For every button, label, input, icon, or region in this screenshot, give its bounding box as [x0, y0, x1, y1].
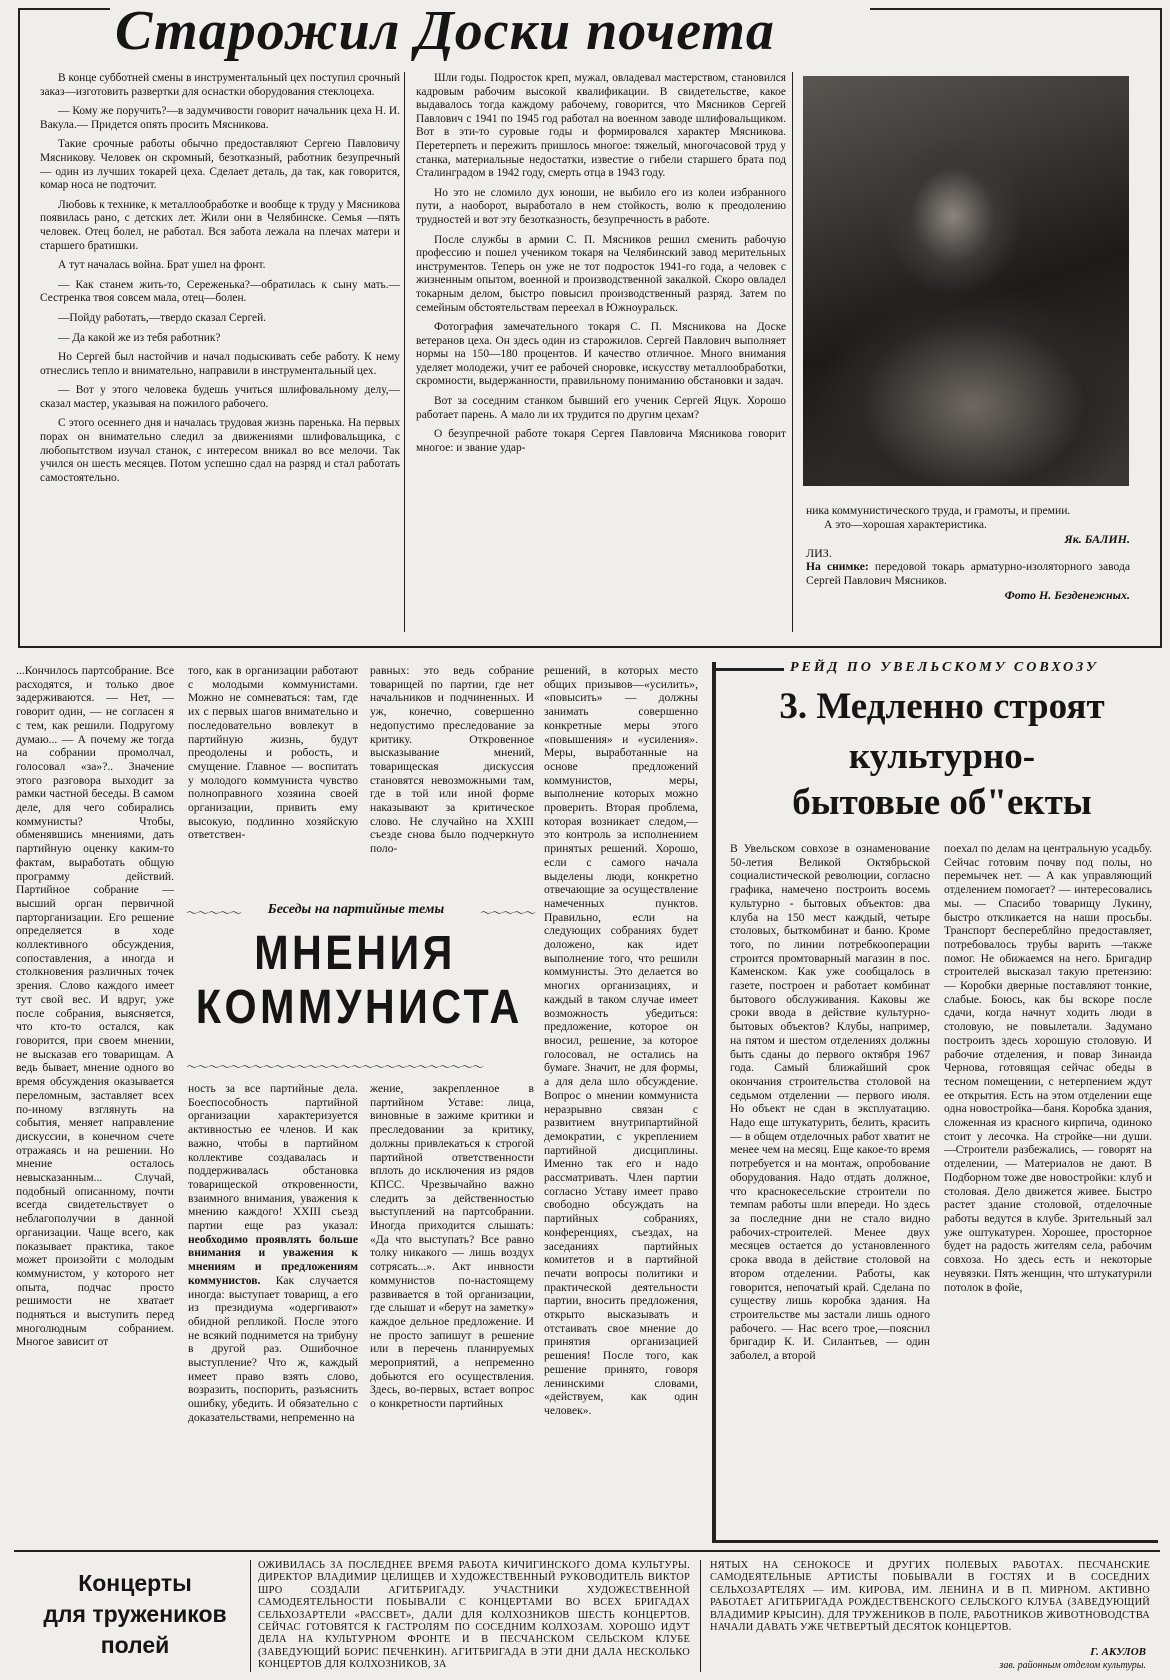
raid-frame-left [712, 662, 716, 1542]
paragraph: —Пойду работать,—твердо сказал Сергей. [58, 311, 267, 324]
paragraph: Такие срочные работы обычно предоставляют Сергею Павловичу Мясникову. Человек он скромный, безотказный, работник безупречный — один из лучших токарей цеха. Сделает деталь, да так, как говорится, комар носа не подточит. [40, 138, 400, 192]
photo-credit: Фото Н. Безденежных. [1004, 588, 1130, 602]
byline: Як. БАЛИН. [1064, 532, 1130, 546]
paragraph: Фотография замечательного токаря С. П. Мясникова на Доске ветеранов цеха. Он здесь один из старожилов. Сергей Павлович выполняет нормы на 150—180 процентов. И качество отличное. Много внимания уделяет молодежи, учит ее рабочей сноровке, искусству металлообработки, скромности, выдержанности, правильному пониманию обстановки и задач. [416, 321, 786, 388]
title-ornament: 〜〜〜〜〜〜〜〜〜〜〜〜〜〜〜〜〜〜〜〜〜〜〜〜〜〜〜 [186, 1060, 484, 1074]
series-ornament-left: 〜〜〜〜〜 [186, 906, 242, 920]
paragraph: — Кому же поручить?—в задумчивости говорит начальник цеха Н. И. Вакула.— Придется опять просить Мясникова. [40, 105, 400, 131]
concerts-title [30, 1568, 240, 1661]
article-raid-title-3: бытовые об"екты [792, 782, 1092, 823]
raid-frame-top [712, 668, 784, 671]
article-opinions-col2-top [188, 664, 358, 896]
column-rule [792, 72, 793, 632]
paragraph: ЛИЗ. [806, 546, 832, 560]
paragraph: ОЖИВИЛАСЬ ЗА ПОСЛЕДНЕЕ ВРЕМЯ РАБОТА КИЧИГИНСКОГО ДОМА КУЛЬТУРЫ. ДИРЕКТОР ВЛАДИМИР ЦЕЛИЩЕВ И ХУДОЖЕСТВЕННЫЙ РУКОВОДИТЕЛЬ ВИКТОР ШРО СОЗДАЛИ АГИТБРИГАДУ. УЧАСТНИКИ ХУДОЖЕСТВЕННОЙ САМОДЕЯТЕЛЬНОСТИ ПОБЫВАЛИ С КОНЦЕРТАМИ ВО ВСЕХ БРИГАДАХ СЕЛЬХОЗАРТЕЛИ «РАССВЕТ», ДАЛИ ДЛЯ КОЛХОЗНИКОВ ШЕСТЬ КОНЦЕРТОВ. СЕЙЧАС ГОТОВЯТСЯ К ГАСТРОЛЯМ ПО СОСЕДНИМ КОЛХОЗАМ. ХОРОШО ИДУТ ДЕЛА НА КУЛЬТУРНОМ ФРОНТЕ И В ПЕСЧАНСКОМ СЕЛЬСКОМ КЛУБЕ (ЗАВЕДУЮЩИЙ БОРИС ПЕЧЕНКИН). АГИТБРИГАДА В ЭТИ ДНИ ДАЛА НЕСКОЛЬКО КОНЦЕРТОВ ДЛЯ КОЛХОЗНИКОВ, ЗА [258, 1560, 690, 1671]
article-raid-col2 [944, 842, 1152, 1532]
paragraph: ника коммунистического труда, и грамоты, и премии. [806, 504, 1071, 517]
article-raid-title-1: 3. Медленно строят [779, 686, 1105, 727]
paragraph: Вот за соседним станком бывший его ученик Сергей Яцук. Хорошо работает парень. А мало ли их трудится по другим цехам? [416, 395, 786, 421]
article-opinions-col3-top [370, 664, 534, 896]
article-opinions-col2-bottom [188, 1082, 358, 1562]
series-ornament-right: 〜〜〜〜〜 [480, 906, 536, 920]
worker-photo [803, 76, 1129, 486]
concerts-col-rule [700, 1560, 701, 1672]
paragraph: ...Кончилось партсобрание. Все расходятся, и только двое задерживаются. — Нет, — говорит один, — не согласен я с тем, как решили. Подругому думаю... — А почему же тогда на собрании промолчал, голосовал «за»?.. Значение этого разговора выходит за рамки частной беседы. В самом деле, для чего собирались коммунисты? Чтобы, обменявшись мнениями, дать партийную оценку каким-то фактам, выработать общую программу действий. Партийное собрание — высший орган первичной парторганизации. Его решение определяется в ходе коллективного обсуждения, сопоставления, а иногда и столкновения различных точек зрения. Слово каждого имеет тут свой вес. И вдруг, уже после собрания, выясняется, что кто-то остался, как говорится, при своем мнении, не высказав его товарищам. А ведь бывает, мнение одного во время обсуждения оказывается переломным, заставляет всех по-иному взглянуть на события, меняет направление дискуссии, в конечном счете отражаясь и на решении. Но мнение осталось невысказанным... Случай, подобный описанному, почти всегда свидетельствует о неблагополучии в данной организации. Чаще всего, как показывает практика, такое может произойти с молодым коммунистом, у которого нет опыта, подчас просто решимости не хватает подняться и выступить перед многолюдным собранием. Многое зависит от [16, 664, 174, 1349]
series-title: Беседы на партийные темы [267, 902, 445, 917]
concerts-title-line: для тружеников [43, 1601, 227, 1627]
emphasis: необходимо проявлять больше внимания и уважения к мнениям и предложениям коммунистов. [188, 1232, 358, 1287]
concerts-box-left [250, 1560, 251, 1672]
paragraph: О безупречной работе токаря Сергея Павловича Мясникова говорит многое: и звание удар- [416, 428, 786, 454]
paragraph: В конце субботней смены в инструментальный цех поступил срочный заказ—изготовить развертки для оснастки оборудования стеклоцеха. [40, 72, 400, 98]
concerts-author-role: зав. районным отделом культуры. [999, 1660, 1146, 1671]
paragraph: А тут началась война. Брат ушел на фронт. [58, 259, 266, 272]
paragraph: ность за все партийные дела. Боеспособность партийной организации характеризуется активностью ее членов. И как важно, чтобы в партийном коллективе создавалась и поддерживалась обстановка товарищеской откровенности, взаимного внимания, уважения к мнению каждого! XXIII съезд партии еще раз указал: [188, 1082, 358, 1233]
paragraph: Но это не сломило дух юноши, не выбило его из колеи избранного пути, а наоборот, выработало в нем стойкость, волю к преодолению трудностей и вот эту безотказность, безупречность в работе. [416, 186, 786, 226]
paragraph: — Вот у этого человека будешь учиться шлифовальному делу,—сказал мастер, указывая на пожилого рабочего. [40, 384, 400, 410]
paragraph: — Да какой же из тебя работник? [58, 331, 221, 344]
paragraph: С этого осеннего дня и началась трудовая жизнь паренька. На первых порах он внимательно следил за движениями шлифовальщика, с любопытством изучал станок, с интересом вникал во все мелочи. Так учился он шесть месяцев. Потом успешно сдал на разряд и стал работать самостоятельно. [40, 417, 400, 484]
article-opinions-col3-bottom [370, 1082, 534, 1562]
photo-caption-text: передовой токарь арматурно-изоляторного завода Сергей Павлович Мясников. [806, 560, 1130, 587]
photo-caption-label: На снимке: [806, 560, 869, 573]
concerts-title-line: полей [100, 1632, 170, 1658]
column-rule [404, 72, 405, 632]
photo-caption [806, 560, 1130, 588]
article-honor-board-col1 [40, 72, 400, 634]
paragraph: В Увельском совхозе в ознаменование 50-летия Великой Октябрьской социалистической революции, согласно графика, намечено построить восемь культурно - бытовых объектов: два клуба на 150 мест каждый, четыре столовых, быткомбинат и баню. Кроме того, по линии потребкооперации строится промтоварный магазин в пос. Каменском. Как уже сообщалось в газете, построен и работает комбинат бытового обслуживания. Каковы же сроки ввода в действие культурно- бытовых объектов? Клубы, например, на пятом и шестом отделениях должны быть сданы до первого октября 1967 года. Самый ближайший срок окончания строительства столовой на седьмом отделении — первого июля. Но объект не сдан в эксплуатацию. Надо еще штукатурить, белить, красить — в общем отделочных работ хватит не менее чем на месяц. Еще какое-то время потребуется и на монтаж, опробование оборудования. Надо отдать должное, что краснокесельские строители по темпам работы шли впереди. Но здесь за последние дни не стало видно рабочих-строителей. Менее двух месяцев остается до установленного срока ввода в действие столовой на втором отделении. Работы, как говорится, непочатый край. Сделана по существу лишь коробка здания. На строительстве мы застали лишь одного рабочего. — Нас всего трое,—пояснил бригадир К. И. Силантьев, — один заболел, а второй [730, 842, 930, 1363]
paragraph: А это—хорошая характеристика. [824, 518, 987, 531]
raid-rubric: РЕЙД ПО УВЕЛЬСКОМУ СОВХОЗУ [790, 660, 1099, 675]
paragraph: — Как станем жить-то, Сереженька?—обратилась к сыну мать.—Сестренка твоя совсем мала, отец—болен. [40, 278, 400, 305]
paragraph: решений, в которых место общих призывов—«усилить», «повысить» — должны занимать совершенно конкретные меры этого «повышения» и «усиления». Меры, выработанные на основе предложений коммунистов, меры, выполнение которых можно проверить. Вторая проблема, которая возникает следом,—это контроль за исполнением принятых решений. Хорошо, если с самого начала выделены люди, конкретно отвечающие за осуществление намеченных пунктов. Правильно, если на следующих собраниях будет доложено, как идет выполнение того, что решили коммунисты. Это делается во многих организациях, и каждый в таком случае имеет возможность убедиться: предложение, которое он вносил, решение, за которое голосовал, не остались на бумаге. Значит, не для формы, а для дела шло обсуждение. Вопрос о мнении коммуниста неразрывно связан с развитием внутрипартийной демократии, с укреплением партийной дисциплины. Именно так его и надо рассматривать. Член партии согласно Уставу имеет право свободно обсуждать на партийных собраниях, конференциях, съездах, на заседаниях партийных комитетов и в партийной печати вопросы политики и практической деятельности партии, вносить предложения, открыто высказывать и отстаивать свое мнение до принятия организацией решения! После того, как решение принято, говоря ленинскими словами, «действуем, как один человек». [544, 664, 698, 1417]
paragraph: Но Сергей был настойчив и начал подыскивать себе работу. К нему отнеслись тепло и внимательно, направили в инструментальный цех. [40, 351, 400, 377]
article-raid-col1 [730, 842, 930, 1532]
article-honor-board-col2 [416, 72, 786, 634]
paragraph: Любовь к технике, к металлообработке и вообще к труду у Мясникова появилась рано, с детских лет. Жили они в Челябинске. Семья —пять человек. Отец болел, не работал. Вся забота лежала на плечах матери и старшего братишки. [40, 198, 400, 252]
article-opinions-title-1: МНЕНИЯ [254, 927, 456, 980]
article-opinions-title-2: КОММУНИСТА [195, 981, 523, 1034]
paragraph: После службы в армии С. П. Мясников решил сменить рабочую профессию и пошел учеником токаря на Челябинский завод мерительных инструментов. Теперь он уже не тот подросток 1941-го года, а человек с жизненным опытом, военной и производственной закалкой. Скоро овладел токарным делом, быстро повысил производственный разряд. Затем по семейным обстоятельствам переехал в Южноуральск. [416, 233, 786, 314]
paragraph: Шли годы. Подросток креп, мужал, овладевал мастерством, становился кадровым рабочим высокой квалификации. В свидетельстве, какое выдавалось тогда каждому рабочему, говорится, что Мясников Сергей Павлович с 1941 по 1945 год работал на военном заводе шлифовальщиком. Вот в эти-то суровые годы и формировался характер Мясникова. Перетерпеть и пережить пришлось многое: тяжелый, многочасовой труд у станка, материальные недостатки, известие о гибели старшего брата под Сталинградом в 1942 году, смерть отца в 1943 году. [416, 72, 786, 180]
paragraph: НЯТЫХ НА СЕНОКОСЕ И ДРУГИХ ПОЛЕВЫХ РАБОТАХ. ПЕСЧАНСКИЕ САМОДЕЯТЕЛЬНЫЕ АРТИСТЫ ПОБЫВАЛИ В ГОСТЯХ И В СОСЕДНИХ СЕЛЬХОЗАРТЕЛЯХ — ИМ. КИРОВА, ИМ. ЛЕНИНА И В П. МИРНОМ. АКТИВНО РАБОТАЕТ АГИТБРИГАДА РОЖДЕСТВЕНСКОГО СЕЛЬСКОГО КЛУБА (ЗАВЕДУЮЩИЙ ВЛАДИМИР КРЫСИН). ДЛЯ ТРУЖЕНИКОВ В ПОЛЕ, РАБОТНИКОВ ЖИВОТНОВОДСТВА НАЧАЛИ ДАВАТЬ УЖЕ ЧЕТВЕРТЫЙ ДЕСЯТОК КОНЦЕРТОВ. [710, 1560, 1150, 1634]
article-opinions-col1 [16, 664, 174, 1564]
concerts-author: Г. АКУЛОВ [1090, 1646, 1146, 1658]
concerts-title-line: Концерты [78, 1570, 192, 1596]
paragraph: Как случается иногда: выступает товарищ, а его из президиума «одергивают» обидной репликой. После этого не всякий поднимется на трибуну в другой раз. Ошибочное выступление? Что ж, каждый имеет право взять слово, возразить, поспорить, разъяснить ошибку, убедить. И обязательно с доказательствами, непременно на [188, 1273, 358, 1424]
paragraph: поехал по делам на центральную усадьбу. Сейчас готовим почву под полы, но перемычек нет. — А как управляющий отделением помогает? — интересовались мы. — Спасибо товарищу Лукину, быстро откликается на наши просьбы. Транспорт беспереблйно предоставляет, потребовалось трубы варить —также помог. Не обижаемся на него. Бригадир строителей высказал такую претензию: — Коробки дверные поставляют тонкие, слабые. Боюсь, как бы вскоре после сдачи, когда начнут ходить люди в столовую, не повылетали. Задумано построить здесь хорошую столовую. И рабочие отделения, и повар Зинаида Чернова, готовящая сейчас обеды в тесном помещении, с нетерпением ждут ее открытия. Есть на этом отделении еще одна новостройка—баня. Коробка здания, сложенная из красного кирпича, одиноко стоит у лесочка. На стройке—ни души. —Строители разбежались, — говорят на отделении, — Материалов не дают. В Подборном тоже две новостройки: клуб и столовая. Дело движется живее. Быстро растет здание столовой, отделочные работы ведутся в клубе. Зрительный зал уже оштукатурен. Хорошее, просторное будет на радость жителям села, рабочим совхоза. Но здесь есть и некоторые неувязки. Пять женщин, что штукатурили потолок в фойе, [944, 842, 1152, 1294]
paragraph: жение, закрепленное в партийном Уставе: лица, виновные в зажиме критики и преследовании за критику, должны привлекаться к строгой партийной ответственности вплоть до исключения из рядов КПСС. Чрезвычайно важно следить за действенностью выступлений на партсобрании. Иногда приходится слышать: «Да что выступать? Все равно толку никакого — лишь воздух сотрясать...». Акт инвности коммунистов по-настоящему развивается в той организации, где слышат и «берут на заметку» каждое дельное предложение. И не просто запишут в решение или в перечень планируемых мероприятий, а непременно добьются его осуществления. Здесь, во-первых, встает вопрос о конкретности партийных [370, 1082, 534, 1411]
paragraph: равных: это ведь собрание товарищей по партии, где нет начальников и подчиненных. И уж, конечно, совершенно недопустимо преследование за критику. Откровенное высказывание мнений, товарищеская дискуссия становятся невозможными там, где в той или иной форме наказывают за критическое слово. Не случайно на XXIII съезде снова было подчеркнуто поло- [370, 664, 534, 856]
bottom-section-rule [14, 1550, 1160, 1552]
article-honor-board-col3 [806, 504, 1130, 634]
raid-frame-bottom [712, 1540, 1158, 1543]
article-raid-title-2: культурно- [848, 736, 1036, 777]
paragraph: того, как в организации работают с молодыми коммунистами. Можно не сомневаться: там, где их с первых шагов внимательно и последовательно вовлекут в партийную жизнь, будут преодолены и робость, и смущение. Главное — воспитать у молодого коммуниста чувство полноправного хозяина своей организации, привить ему высокую, подлинно хозяйскую ответствен- [188, 664, 358, 842]
article-opinions-col4 [544, 664, 698, 1564]
concerts-col1 [258, 1560, 690, 1676]
concerts-col2 [710, 1560, 1150, 1642]
article-honor-board-title: Старожил Доски почета [115, 0, 775, 62]
